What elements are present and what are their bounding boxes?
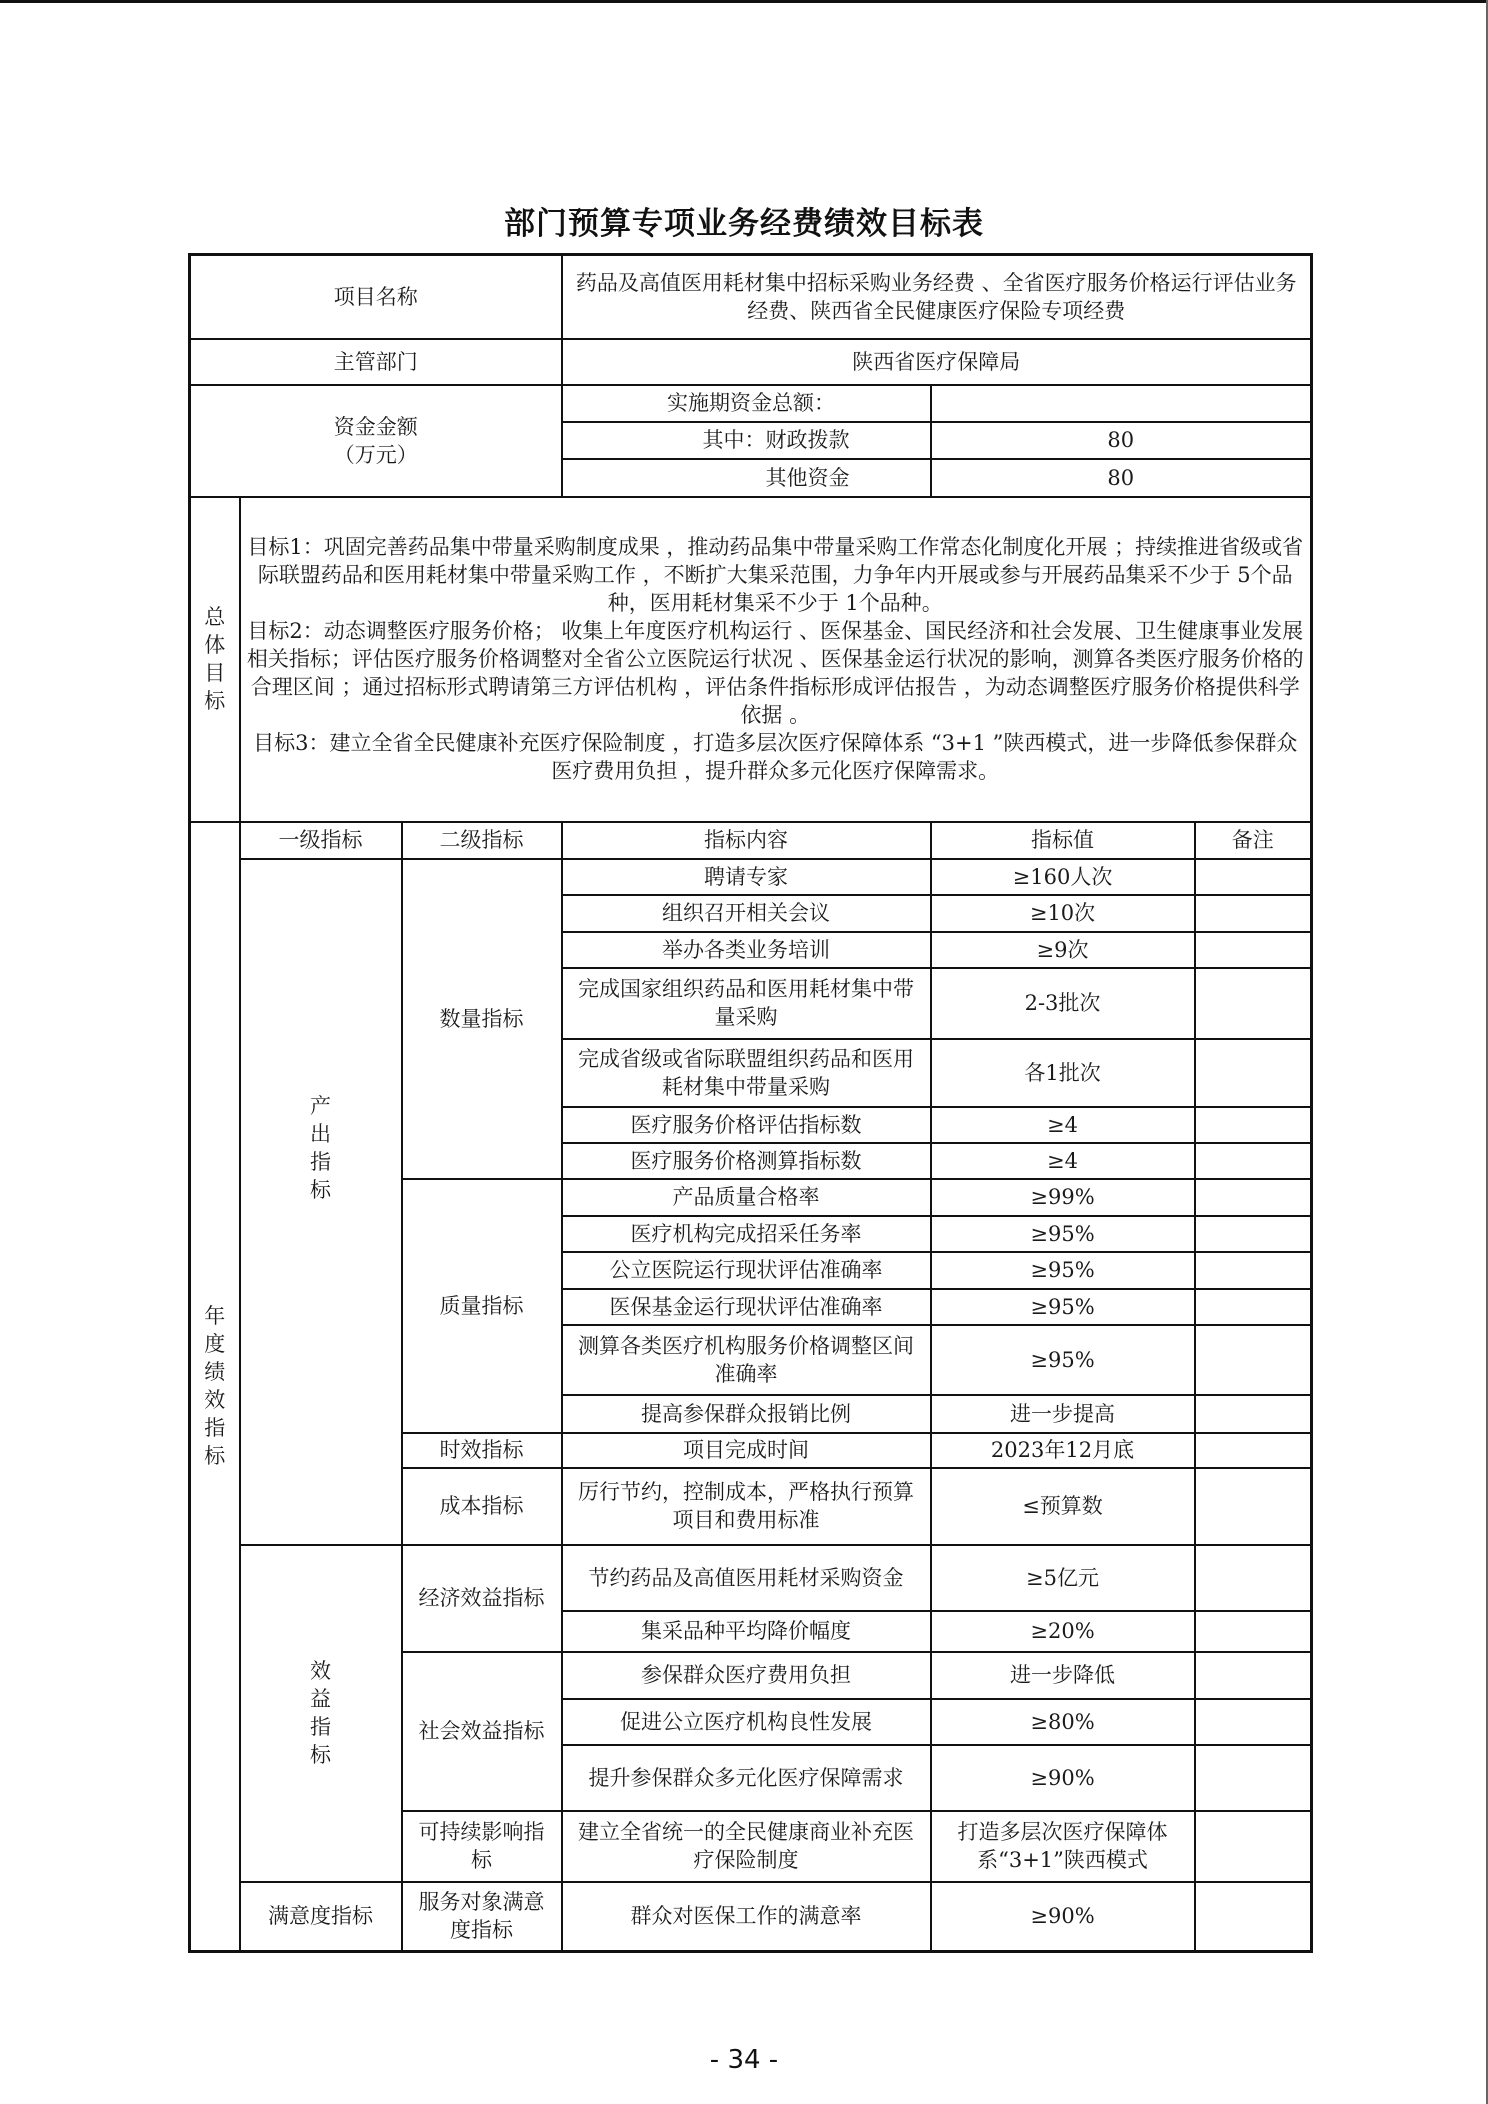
indicator-value: ≥95% [931, 1252, 1195, 1289]
indicator-value: ≥95% [931, 1216, 1195, 1252]
indicator-content: 医疗服务价格评估指标数 [562, 1107, 931, 1143]
indicator-value: ≥99% [931, 1179, 1195, 1216]
indicator-value: ≤预算数 [931, 1468, 1195, 1545]
indicator-content: 医保基金运行现状评估准确率 [562, 1289, 931, 1325]
funds-total-row [190, 385, 1312, 422]
funds-label-cell [190, 385, 562, 497]
annual-indicators-label-cell [190, 822, 240, 1952]
indicator-note [1195, 1216, 1312, 1252]
indicator-value: 各1批次 [931, 1039, 1195, 1107]
funds-total-label: 实施期资金总额： [562, 385, 931, 422]
table-row [190, 1882, 1312, 1952]
table-row [190, 1545, 1312, 1611]
level1-output-cell [240, 859, 402, 1545]
indicator-note [1195, 1611, 1312, 1652]
document-title: 部门预算专项业务经费绩效目标表 [504, 206, 984, 242]
indicator-content: 提升参保群众多元化医疗保障需求 [562, 1745, 931, 1811]
indicator-content: 节约药品及高值医用耗材采购资金 [562, 1545, 931, 1611]
indicator-value: 进一步提高 [931, 1395, 1195, 1433]
indicator-note [1195, 859, 1312, 895]
indicator-note [1195, 1468, 1312, 1545]
goal-2: 目标2：动态调整医疗服务价格； 收集上年度医疗机构运行 、医保基金、国民经济和社会发展、卫生健康事业发展相关指标；评估医疗服务价格调整对全省公立医院运行状况 、医保基金运行状况的影响，测算各类医疗服务价格的合理区间 ；通过招标形式聘请第三方评估机构 ，评估条件指标形成评估报告 ，为动态调整医疗服务价格提供科学依据 。 [246, 619, 1304, 727]
indicator-note [1195, 1107, 1312, 1143]
indicator-value: 2023年12月底 [931, 1433, 1195, 1468]
level2-quality: 质量指标 [402, 1179, 562, 1433]
level2-quantity: 数量指标 [402, 859, 562, 1179]
indicator-value: ≥20% [931, 1611, 1195, 1652]
column-header-note: 备注 [1195, 822, 1312, 859]
indicator-note [1195, 1545, 1312, 1611]
indicator-value: 进一步降低 [931, 1652, 1195, 1699]
overall-goals-label: 总体目标 [204, 605, 226, 713]
indicator-content: 举办各类业务培训 [562, 932, 931, 968]
indicator-value: 打造多层次医疗保障体系“3+1”陕西模式 [931, 1811, 1195, 1882]
indicator-note [1195, 1433, 1312, 1468]
goal-3: 目标3：建立全省全民健康补充医疗保险制度 ，打造多层次医疗保障体系 “3+1 ”陕西模式，进一步降低参保群众医疗费用负担 ，提升群众多元化医疗保障需求。 [253, 731, 1298, 783]
funds-other-label: 其他资金 [562, 459, 931, 497]
indicator-content: 建立全省统一的全民健康商业补充医疗保险制度 [562, 1811, 931, 1882]
performance-target-table [188, 253, 1313, 1953]
overall-goals-row [190, 497, 1312, 822]
indicator-value: ≥80% [931, 1699, 1195, 1745]
indicator-note [1195, 895, 1312, 932]
indicator-value: ≥10次 [931, 895, 1195, 932]
indicator-value: ≥95% [931, 1325, 1195, 1395]
indicator-content: 群众对医保工作的满意率 [562, 1882, 931, 1952]
column-header-level2: 二级指标 [402, 822, 562, 859]
indicator-value: ≥160人次 [931, 859, 1195, 895]
level1-benefit-cell [240, 1545, 402, 1882]
indicator-value: ≥4 [931, 1107, 1195, 1143]
level2-economic: 经济效益指标 [402, 1545, 562, 1652]
indicator-value: ≥90% [931, 1882, 1195, 1952]
indicator-value: ≥5亿元 [931, 1545, 1195, 1611]
indicator-value: ≥95% [931, 1289, 1195, 1325]
indicator-content: 集采品种平均降价幅度 [562, 1611, 931, 1652]
project-name-label: 项目名称 [190, 255, 562, 339]
indicator-note [1195, 1179, 1312, 1216]
level1-benefit: 效益指标 [310, 1659, 331, 1767]
indicator-content: 公立医院运行现状评估准确率 [562, 1252, 931, 1289]
goal-1: 目标1：巩固完善药品集中带量采购制度成果 ，推动药品集中带量采购工作常态化制度化开展 ；持续推进省级或省际联盟药品和医用耗材集中带量采购工作 ，不断扩大集采范围，力争年内开展或参与开展药品集采不少于 5个品种，医用耗材集采不少于 1个品种。 [247, 535, 1304, 615]
funds-fiscal-label: 其中：财政拨款 [562, 422, 931, 459]
indicator-note [1195, 1652, 1312, 1699]
indicator-note [1195, 1143, 1312, 1179]
indicator-note [1195, 1395, 1312, 1433]
indicator-header-row [190, 822, 1312, 859]
level2-sustainable: 可持续影响指标 [402, 1811, 562, 1882]
department-label: 主管部门 [190, 339, 562, 385]
indicator-content: 产品质量合格率 [562, 1179, 931, 1216]
level2-service-satisfaction: 服务对象满意度指标 [402, 1882, 562, 1952]
indicator-content: 促进公立医疗机构良性发展 [562, 1699, 931, 1745]
page-number: - 34 - [709, 2045, 779, 2075]
level2-timeliness: 时效指标 [402, 1433, 562, 1468]
indicator-value: 2-3批次 [931, 968, 1195, 1039]
indicator-content: 完成国家组织药品和医用耗材集中带量采购 [562, 968, 931, 1039]
indicator-value: ≥90% [931, 1745, 1195, 1811]
indicator-content: 提高参保群众报销比例 [562, 1395, 931, 1433]
level2-cost: 成本指标 [402, 1468, 562, 1545]
indicator-content: 参保群众医疗费用负担 [562, 1652, 931, 1699]
indicator-note [1195, 1811, 1312, 1882]
indicator-value: ≥9次 [931, 932, 1195, 968]
column-header-value: 指标值 [931, 822, 1195, 859]
department-value: 陕西省医疗保障局 [562, 339, 1312, 385]
indicator-content: 医疗机构完成招采任务率 [562, 1216, 931, 1252]
indicator-content: 组织召开相关会议 [562, 895, 931, 932]
indicator-note [1195, 1252, 1312, 1289]
indicator-content: 聘请专家 [562, 859, 931, 895]
level1-output: 产出指标 [310, 1093, 331, 1202]
funds-unit: （万元） [333, 442, 418, 467]
indicator-content: 医疗服务价格测算指标数 [562, 1143, 931, 1179]
indicator-content: 完成省级或省际联盟组织药品和医用耗材集中带量采购 [562, 1039, 931, 1107]
indicator-note [1195, 932, 1312, 968]
column-header-content: 指标内容 [562, 822, 931, 859]
funds-total-value [931, 385, 1312, 422]
project-name-value: 药品及高值医用耗材集中招标采购业务经费 、全省医疗服务价格运行评估业务经费、陕西省全民健康医疗保险专项经费 [562, 255, 1312, 339]
indicator-note [1195, 1745, 1312, 1811]
indicator-value: ≥4 [931, 1143, 1195, 1179]
project-name-row [190, 255, 1312, 339]
indicator-content: 项目完成时间 [562, 1433, 931, 1468]
indicator-note [1195, 1289, 1312, 1325]
overall-goals-text [240, 497, 1312, 822]
table-row [190, 859, 1312, 895]
indicator-note [1195, 1699, 1312, 1745]
indicator-content: 厉行节约，控制成本，严格执行预算项目和费用标准 [562, 1468, 931, 1545]
department-row [190, 339, 1312, 385]
level1-satisfaction: 满意度指标 [240, 1882, 402, 1952]
page-top-border [0, 0, 1488, 3]
column-header-level1: 一级指标 [240, 822, 402, 859]
indicator-note [1195, 1039, 1312, 1107]
overall-goals-label-cell [190, 497, 240, 822]
indicator-note [1195, 1882, 1312, 1952]
funds-label: 资金金额 [333, 414, 418, 439]
funds-other-value: 80 [931, 459, 1312, 497]
level2-social: 社会效益指标 [402, 1652, 562, 1811]
annual-indicators-label: 年度绩效指标 [204, 1304, 226, 1469]
indicator-content: 测算各类医疗机构服务价格调整区间准确率 [562, 1325, 931, 1395]
funds-fiscal-value: 80 [931, 422, 1312, 459]
indicator-note [1195, 1325, 1312, 1395]
indicator-note [1195, 968, 1312, 1039]
